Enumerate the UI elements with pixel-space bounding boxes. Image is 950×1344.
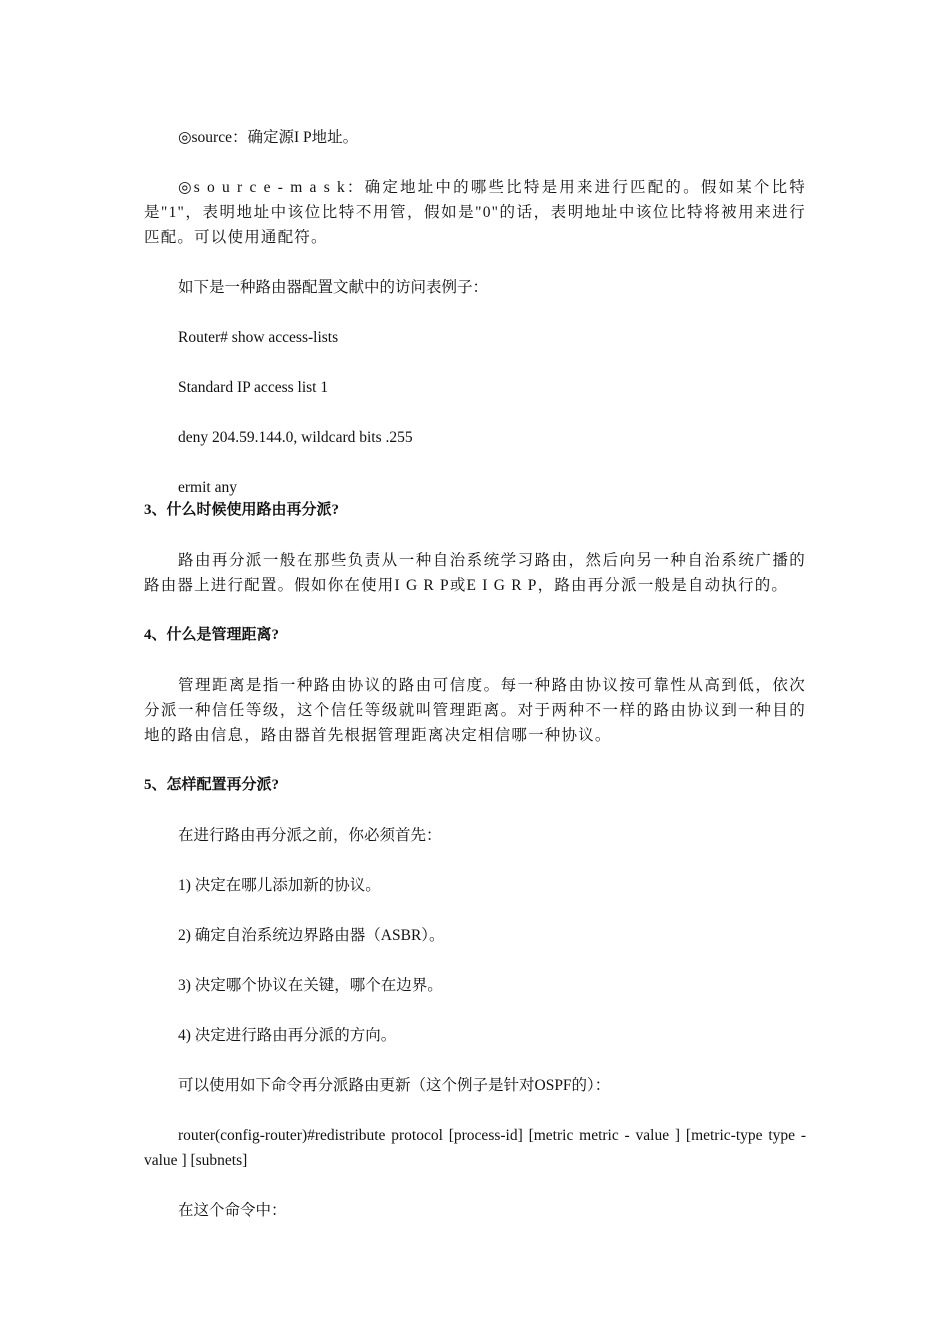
paragraph-redistribution-when: 路由再分派一般在那些负责从一种自治系统学习路由，然后向另一种自治系统广播的路由器上进行配置。假如你在使用I G R P或E I G R P，路由再分派一般是自动执行的。 xyxy=(144,552,806,594)
paragraph-source-mask: ◎s o u r c e - m a s k：确定地址中的哪些比特是用来进行匹配的。假如某个比特是"1"，表明地址中该位比特不用管，假如是"0"的话，表明地址中该位比特将被用来进行匹配。可以使用通配符。 xyxy=(144,179,806,246)
list-item-4: 4) 决定进行路由再分派的方向。 xyxy=(178,1027,397,1044)
heading-section-3: 3、什么时候使用路由再分派? xyxy=(144,502,340,518)
list-item-1: 1) 决定在哪儿添加新的协议。 xyxy=(178,877,381,894)
code-line-standard-list: Standard IP access list 1 xyxy=(178,379,329,396)
paragraph-example-intro: 如下是一种路由器配置文献中的访问表例子： xyxy=(178,279,489,296)
list-item-2: 2) 确定自治系统边界路由器（ASBR）。 xyxy=(178,927,445,944)
code-line-permit: ermit any xyxy=(178,479,237,496)
paragraph-command-intro: 可以使用如下命令再分派路由更新（这个例子是针对OSPF的）： xyxy=(178,1077,611,1094)
list-item-3: 3) 决定哪个协议在关键，哪个在边界。 xyxy=(178,977,443,994)
paragraph-admin-distance: 管理距离是指一种路由协议的路由可信度。每一种路由协议按可靠性从高到低，依次分派一种信任等级，这个信任等级就叫管理距离。对于两种不一样的路由协议到一种目的地的路由信息，路由器首先根据管理距离决定相信哪一种协议。 xyxy=(144,677,806,744)
paragraph-prerequisites: 在进行路由再分派之前，你必须首先： xyxy=(178,827,442,844)
code-line-show-access-lists: Router# show access-lists xyxy=(178,329,339,346)
heading-section-4: 4、什么是管理距离? xyxy=(144,627,280,643)
code-redistribute-command: router(config-router)#redistribute protocol [process-id] [metric metric - value ] [metric-type type - value ] [subnets] xyxy=(144,1127,806,1169)
paragraph-in-this-command: 在这个命令中： xyxy=(178,1202,287,1219)
code-line-deny: deny 204.59.144.0, wildcard bits .255 xyxy=(178,429,413,446)
paragraph-source: ◎source：确定源I P地址。 xyxy=(178,129,359,146)
heading-section-5: 5、怎样配置再分派? xyxy=(144,777,280,793)
